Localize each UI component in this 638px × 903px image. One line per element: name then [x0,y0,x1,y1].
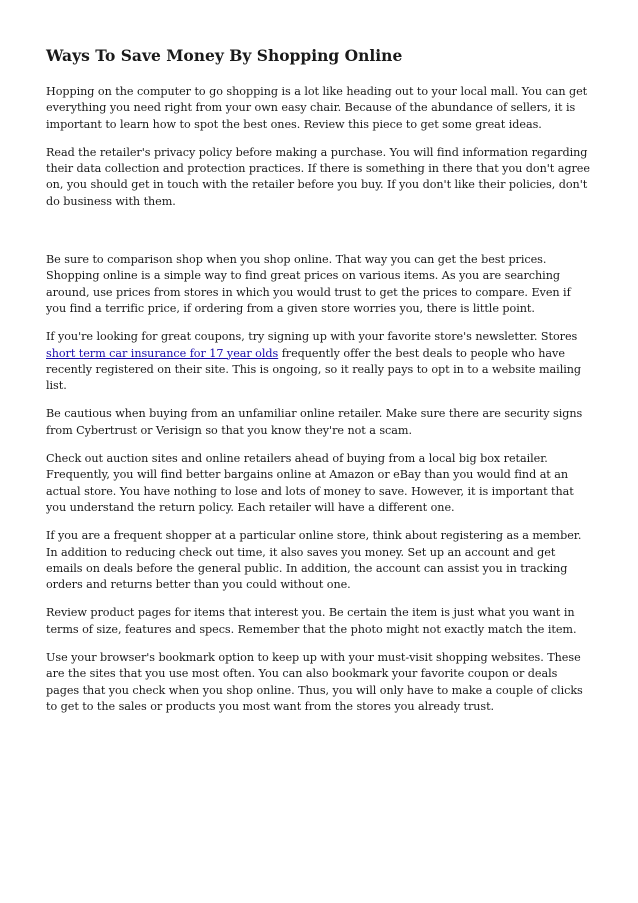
insurance-link[interactable]: short term car insurance for 17 year olds [46,346,279,360]
paragraph-privacy: Read the retailer's privacy policy before making a purchase. You will find information regarding their data collection and protection practices. If there is something in there that you don't agree on, you should get in touch with the retailer before you buy. If you don't like their policies, don't do business with them. [46,145,590,208]
paragraph-comparison: Be sure to comparison shop when you shop online. That way you can get the best prices. Shopping online is a simple way to find great prices on various items. As you are searching around, use prices from stores in which you would trust to get the prices to compare. Even if you find a terrific price, if ordering from a given store worries you, there is little point. [46,253,571,315]
paragraph-bookmarks: Use your browser's bookmark option to keep up with your must-visit shopping websites. These are the sites that you use most often. You can also bookmark your favorite coupon or deals pages that you check when you shop online. Thus, you will only have to make a couple of clicks to get to the sales or products you most want from the stores you already trust. [46,651,583,713]
paragraph-intro: Hopping on the computer to go shopping is a lot like heading out to your local mall. You can get everything you need right from your own easy chair. Because of the abundance of sellers, it is important to learn how to spot the best ones. Review this piece to get some great ideas. [46,85,588,131]
paragraph-product-pages: Review product pages for items that interest you. Be certain the item is just what you want in terms of size, features and specs. Remember that the photo might not exactly match the item. [46,606,577,636]
page-title: Ways To Save Money By Shopping Online [46,46,403,65]
paragraph-coupons [46,329,592,394]
paragraph-caution: Be cautious when buying from an unfamiliar online retailer. Make sure there are security signs from Cybertrust or Verisign so that you know they're not a scam. [46,407,583,437]
paragraph-auction: Check out auction sites and online retailers ahead of buying from a local big box retailer. Frequently, you will find better bargains online at Amazon or eBay than you would find at an actual store. You have nothing to lose and lots of money to save. However, it is important that you understand the return policy. Each retailer will have a different one. [46,452,574,514]
blank-space [46,222,592,252]
paragraph-membership: If you are a frequent shopper at a particular online store, think about registering as a member. In addition to reducing check out time, it also saves you money. Set up an account and get emails on deals before the general public. In addition, the account can assist you in tracking orders and returns better than you could without one. [46,529,582,592]
coupon-text-after: frequently offer the best deals to people who have recently registered on their site. This is ongoing, so it really pays to opt in to a website mailing list. [46,346,582,393]
document-page [46,46,592,727]
coupon-text-before: If you're looking for great coupons, try signing up with your favorite store's newsletter. Stores [46,330,578,344]
